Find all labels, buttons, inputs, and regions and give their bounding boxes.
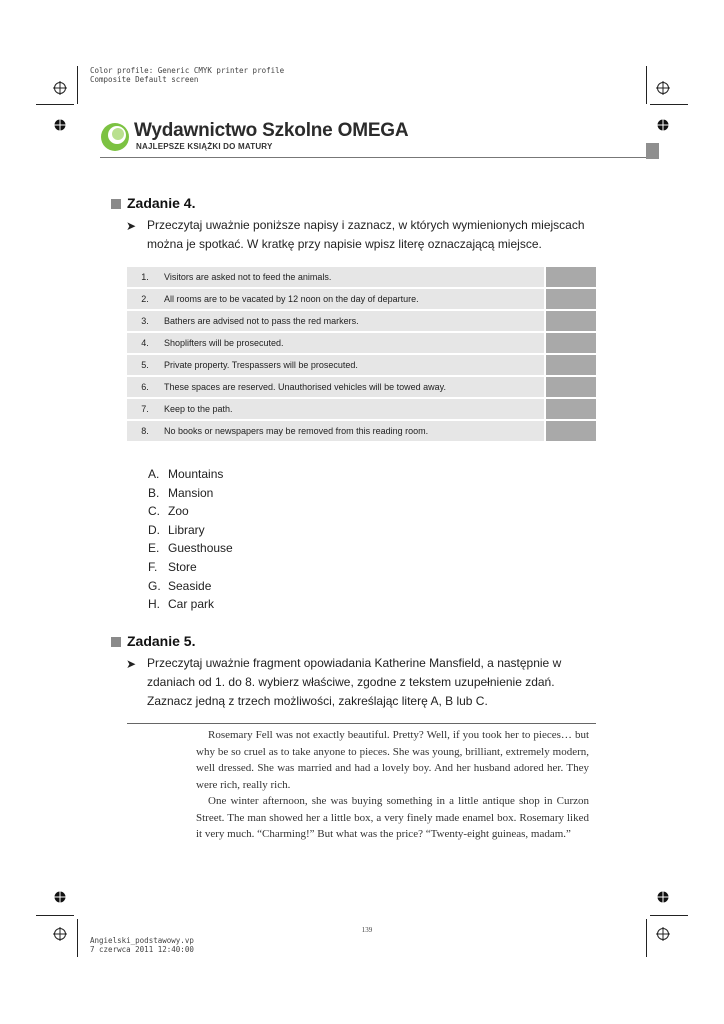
sign-text: All rooms are to be vacated by 12 noon on the day of departure. xyxy=(163,289,544,309)
answer-box[interactable] xyxy=(544,377,596,397)
registration-mark-icon xyxy=(656,890,670,904)
story-paragraph-2: One winter afternoon, she was buying something in a little antique shop in Curzon Street. The man showed her a little box, a very finely made enamel box. Rosemary liked it very much. “Charming!” But what was the price? “Twenty-eight guineas, madam.” xyxy=(196,795,589,840)
composite-text: Composite Default screen xyxy=(90,75,199,84)
places-list xyxy=(148,465,233,614)
place-name: Zoo xyxy=(168,504,189,519)
answer-box[interactable] xyxy=(544,289,596,309)
registration-mark-icon xyxy=(53,890,67,904)
list-item xyxy=(148,465,233,484)
sign-text: Shoplifters will be prosecuted. xyxy=(163,333,544,353)
answer-box[interactable] xyxy=(544,355,596,375)
sign-number: 2. xyxy=(127,289,163,309)
sign-number: 6. xyxy=(127,377,163,397)
registration-mark-icon xyxy=(53,81,67,95)
page-number: 139 xyxy=(361,926,373,934)
place-name: Car park xyxy=(168,597,215,612)
registration-mark-icon xyxy=(53,118,67,132)
answer-box[interactable] xyxy=(544,399,596,419)
place-name: Store xyxy=(168,559,197,574)
place-name: Mansion xyxy=(168,485,214,500)
place-letter: B. xyxy=(148,485,160,500)
sign-text: These spaces are reserved. Unauthorised vehicles will be towed away. xyxy=(163,377,544,397)
sign-number: 8. xyxy=(127,421,163,441)
place-name: Library xyxy=(168,522,205,537)
answer-box[interactable] xyxy=(544,333,596,353)
sign-text: Bathers are advised not to pass the red markers. xyxy=(163,311,544,331)
registration-mark-icon xyxy=(656,118,670,132)
place-name: Guesthouse xyxy=(168,541,233,556)
task5-title-text: Zadanie 5. xyxy=(127,633,196,649)
story-paragraph-1: Rosemary Fell was not exactly beautiful. Pretty? Well, if you took her to pieces… but why be so cruel as to take anyone to pieces. She was young, brilliant, extremely modern, well dressed. She was married and had a lovely boy. And her husband adored her. They were rich, really rich. xyxy=(196,729,589,791)
sign-number: 5. xyxy=(127,355,163,375)
sign-text: No books or newspapers may be removed from this reading room. xyxy=(163,421,544,441)
list-item xyxy=(148,539,233,558)
story-top-rule xyxy=(127,723,596,724)
answer-box[interactable] xyxy=(544,421,596,441)
table-row xyxy=(127,333,596,353)
task4-instruction: Przeczytaj uważnie poniższe napisy i zaznacz, w których wymienionych miejscach można je spotkać. W kratkę przy napisie wpisz literę oznaczającą miejsce. xyxy=(147,218,585,251)
place-letter: D. xyxy=(148,522,160,537)
sign-text: Private property. Trespassers will be prosecuted. xyxy=(163,355,544,375)
publisher-name: Wydawnictwo Szkolne OMEGA xyxy=(134,120,409,141)
list-item xyxy=(148,595,233,614)
list-item xyxy=(148,577,233,596)
omega-logo-icon xyxy=(100,122,130,152)
answer-box[interactable] xyxy=(544,311,596,331)
place-letter: E. xyxy=(148,541,160,556)
list-item xyxy=(148,558,233,577)
color-profile-text: Color profile: Generic CMYK printer profile xyxy=(90,66,285,75)
task5-instruction: Przeczytaj uważnie fragment opowiadania Katherine Mansfield, a następnie w zdaniach od 1. do 8. wybierz właściwe, zgodne z tekstem uzupełnienie zdań. Zaznacz jedną z trzech możliwości, zakreślając literę A, B lub C. xyxy=(147,656,562,708)
arrow-bullet-icon: ➤ xyxy=(126,219,137,233)
print-slug-header xyxy=(90,66,284,84)
square-bullet-icon xyxy=(111,199,121,209)
publisher-tagline: NAJLEPSZE KSIĄŻKI DO MATURY xyxy=(136,142,273,151)
place-letter: F. xyxy=(148,559,158,574)
task4-title xyxy=(111,195,195,211)
place-letter: A. xyxy=(148,467,160,481)
sign-text: Visitors are asked not to feed the animals. xyxy=(163,267,544,287)
header-corner-block xyxy=(646,143,659,159)
print-date-text: 7 czerwca 2011 12:40:00 xyxy=(90,945,194,954)
sign-number: 1. xyxy=(127,267,163,287)
sign-number: 7. xyxy=(127,399,163,419)
story-excerpt xyxy=(196,727,589,843)
list-item xyxy=(148,521,233,540)
task5-title xyxy=(111,633,195,649)
table-row xyxy=(127,399,596,419)
sign-number: 3. xyxy=(127,311,163,331)
list-item xyxy=(148,484,233,503)
print-slug-footer xyxy=(90,936,194,954)
sign-text: Keep to the path. xyxy=(163,399,544,419)
place-letter: G. xyxy=(148,578,161,593)
place-letter: H. xyxy=(148,597,160,612)
registration-mark-icon xyxy=(53,927,67,941)
table-row xyxy=(127,311,596,331)
place-name: Seaside xyxy=(168,578,212,593)
square-bullet-icon xyxy=(111,637,121,647)
answer-box[interactable] xyxy=(544,267,596,287)
registration-mark-icon xyxy=(656,81,670,95)
signs-table xyxy=(127,265,596,443)
sign-number: 4. xyxy=(127,333,163,353)
publisher-header xyxy=(100,120,640,160)
table-row xyxy=(127,421,596,441)
table-row xyxy=(127,355,596,375)
header-rule xyxy=(100,157,646,158)
list-item xyxy=(148,502,233,521)
registration-mark-icon xyxy=(656,927,670,941)
table-row xyxy=(127,267,596,287)
file-name-text: Angielski_podstawowy.vp xyxy=(90,936,194,945)
table-row xyxy=(127,289,596,309)
arrow-bullet-icon: ➤ xyxy=(126,657,137,671)
table-row xyxy=(127,377,596,397)
task4-title-text: Zadanie 4. xyxy=(127,195,196,211)
place-name: Mountains xyxy=(168,467,224,481)
place-letter: C. xyxy=(148,504,160,519)
